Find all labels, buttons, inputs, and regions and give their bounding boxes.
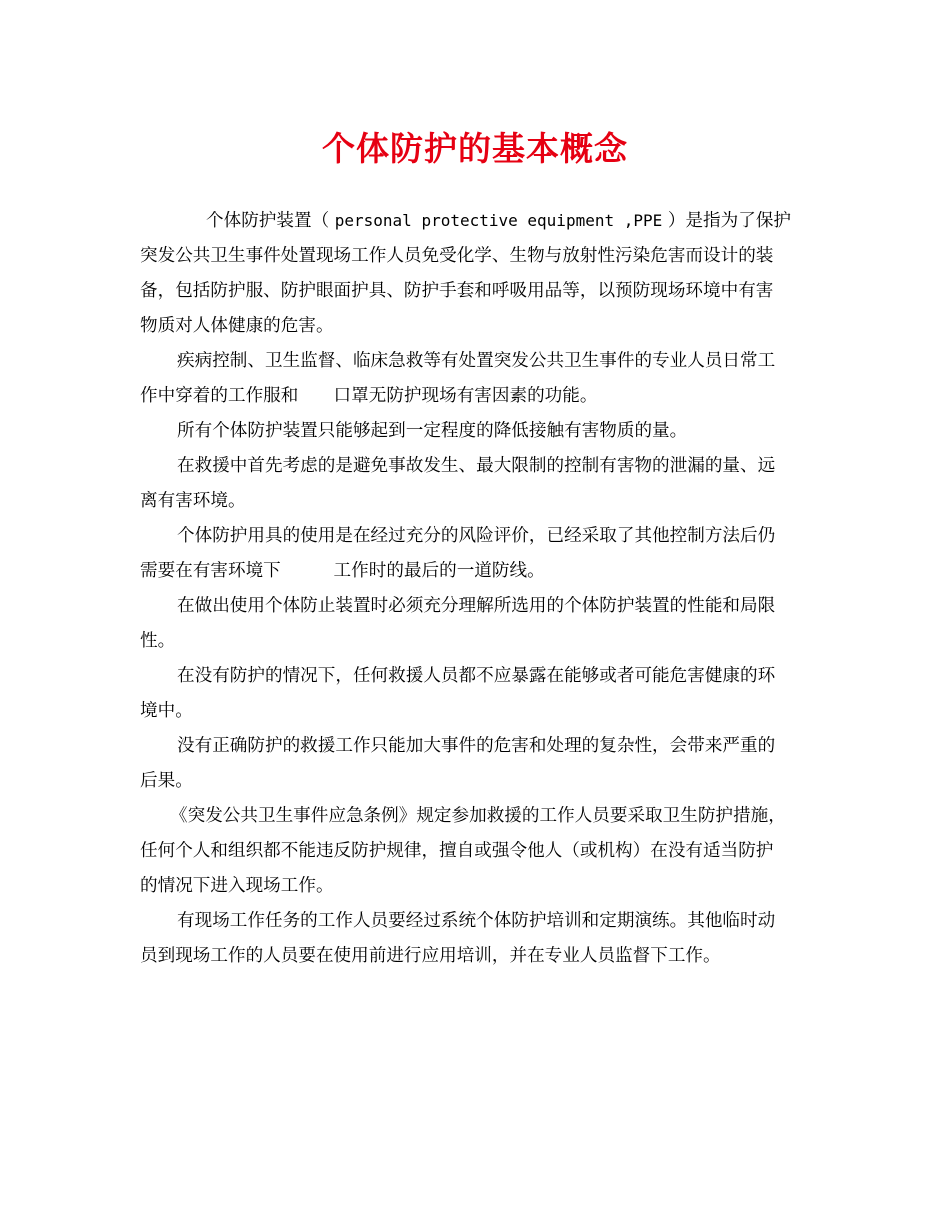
text-line: 疾病控制、卫生监督、临床急救等有处置突发公共卫生事件的专业人员日常工	[177, 351, 776, 371]
text-line: 突发公共卫生事件处置现场工作人员免受化学、生物与放射性污染危害而设计的装	[140, 246, 774, 266]
paragraph	[140, 799, 815, 904]
text-line: 作中穿着的工作服和 口罩无防护现场有害因素的功能。	[140, 386, 598, 406]
text-line: 任何个人和组织都不能违反防护规律，擅自或强令他人（或机构）在没有适当防护	[140, 841, 774, 861]
text-line: 离有害环境。	[140, 491, 246, 511]
paragraph	[140, 344, 815, 414]
line-suffix: ）是指为了保护	[662, 211, 792, 231]
text-line	[140, 203, 815, 239]
text-line: 备，包括防护服、防护眼面护具、防护手套和呼吸用品等，以预防现场环境中有害	[140, 281, 774, 301]
text-line: 没有正确防护的救援工作只能加大事件的危害和处理的复杂性，会带来严重的	[177, 736, 776, 756]
paragraph	[140, 904, 815, 974]
line-prefix: 个体防护装置（	[206, 211, 335, 231]
paragraph	[140, 659, 815, 729]
text-line: 的情况下进入现场工作。	[140, 876, 334, 896]
document-title: 个体防护的基本概念	[322, 129, 628, 168]
text-line: 性。	[140, 631, 176, 651]
text-line: 在救援中首先考虑的是避免事故发生、最大限制的控制有害物的泄漏的量、远	[177, 456, 776, 476]
text-line: 在没有防护的情况下，任何救援人员都不应暴露在能够或者可能危害健康的环	[177, 666, 776, 686]
text-line: 境中。	[140, 701, 193, 721]
english-term: personal protective equipment ,PPE	[334, 211, 663, 230]
text-line: 员到现场工作的人员要在使用前进行应用培训，并在专业人员监督下工作。	[140, 946, 721, 966]
text-line: 物质对人体健康的危害。	[140, 316, 334, 336]
paragraph	[140, 519, 815, 589]
text-line: 《突发公共卫生事件应急条例》规定参加救援的工作人员要采取卫生防护措施，	[170, 806, 786, 826]
text-line: 后果。	[140, 771, 193, 791]
paragraph	[140, 729, 815, 799]
text-line: 有现场工作任务的工作人员要经过系统个体防护培训和定期演练。其他临时动	[177, 911, 776, 931]
text-line: 需要在有害环境下 工作时的最后的一道防线。	[140, 561, 545, 581]
document-body	[140, 203, 815, 974]
paragraph	[140, 203, 815, 344]
text-line: 所有个体防护装置只能够起到一定程度的降低接触有害物质的量。	[177, 421, 688, 441]
paragraph	[140, 414, 815, 449]
paragraph	[140, 589, 815, 659]
paragraph	[140, 449, 815, 519]
text-line: 在做出使用个体防止装置时必须充分理解所选用的个体防护装置的性能和局限	[177, 596, 776, 616]
text-line: 个体防护用具的使用是在经过充分的风险评价，已经采取了其他控制方法后仍	[177, 526, 776, 546]
